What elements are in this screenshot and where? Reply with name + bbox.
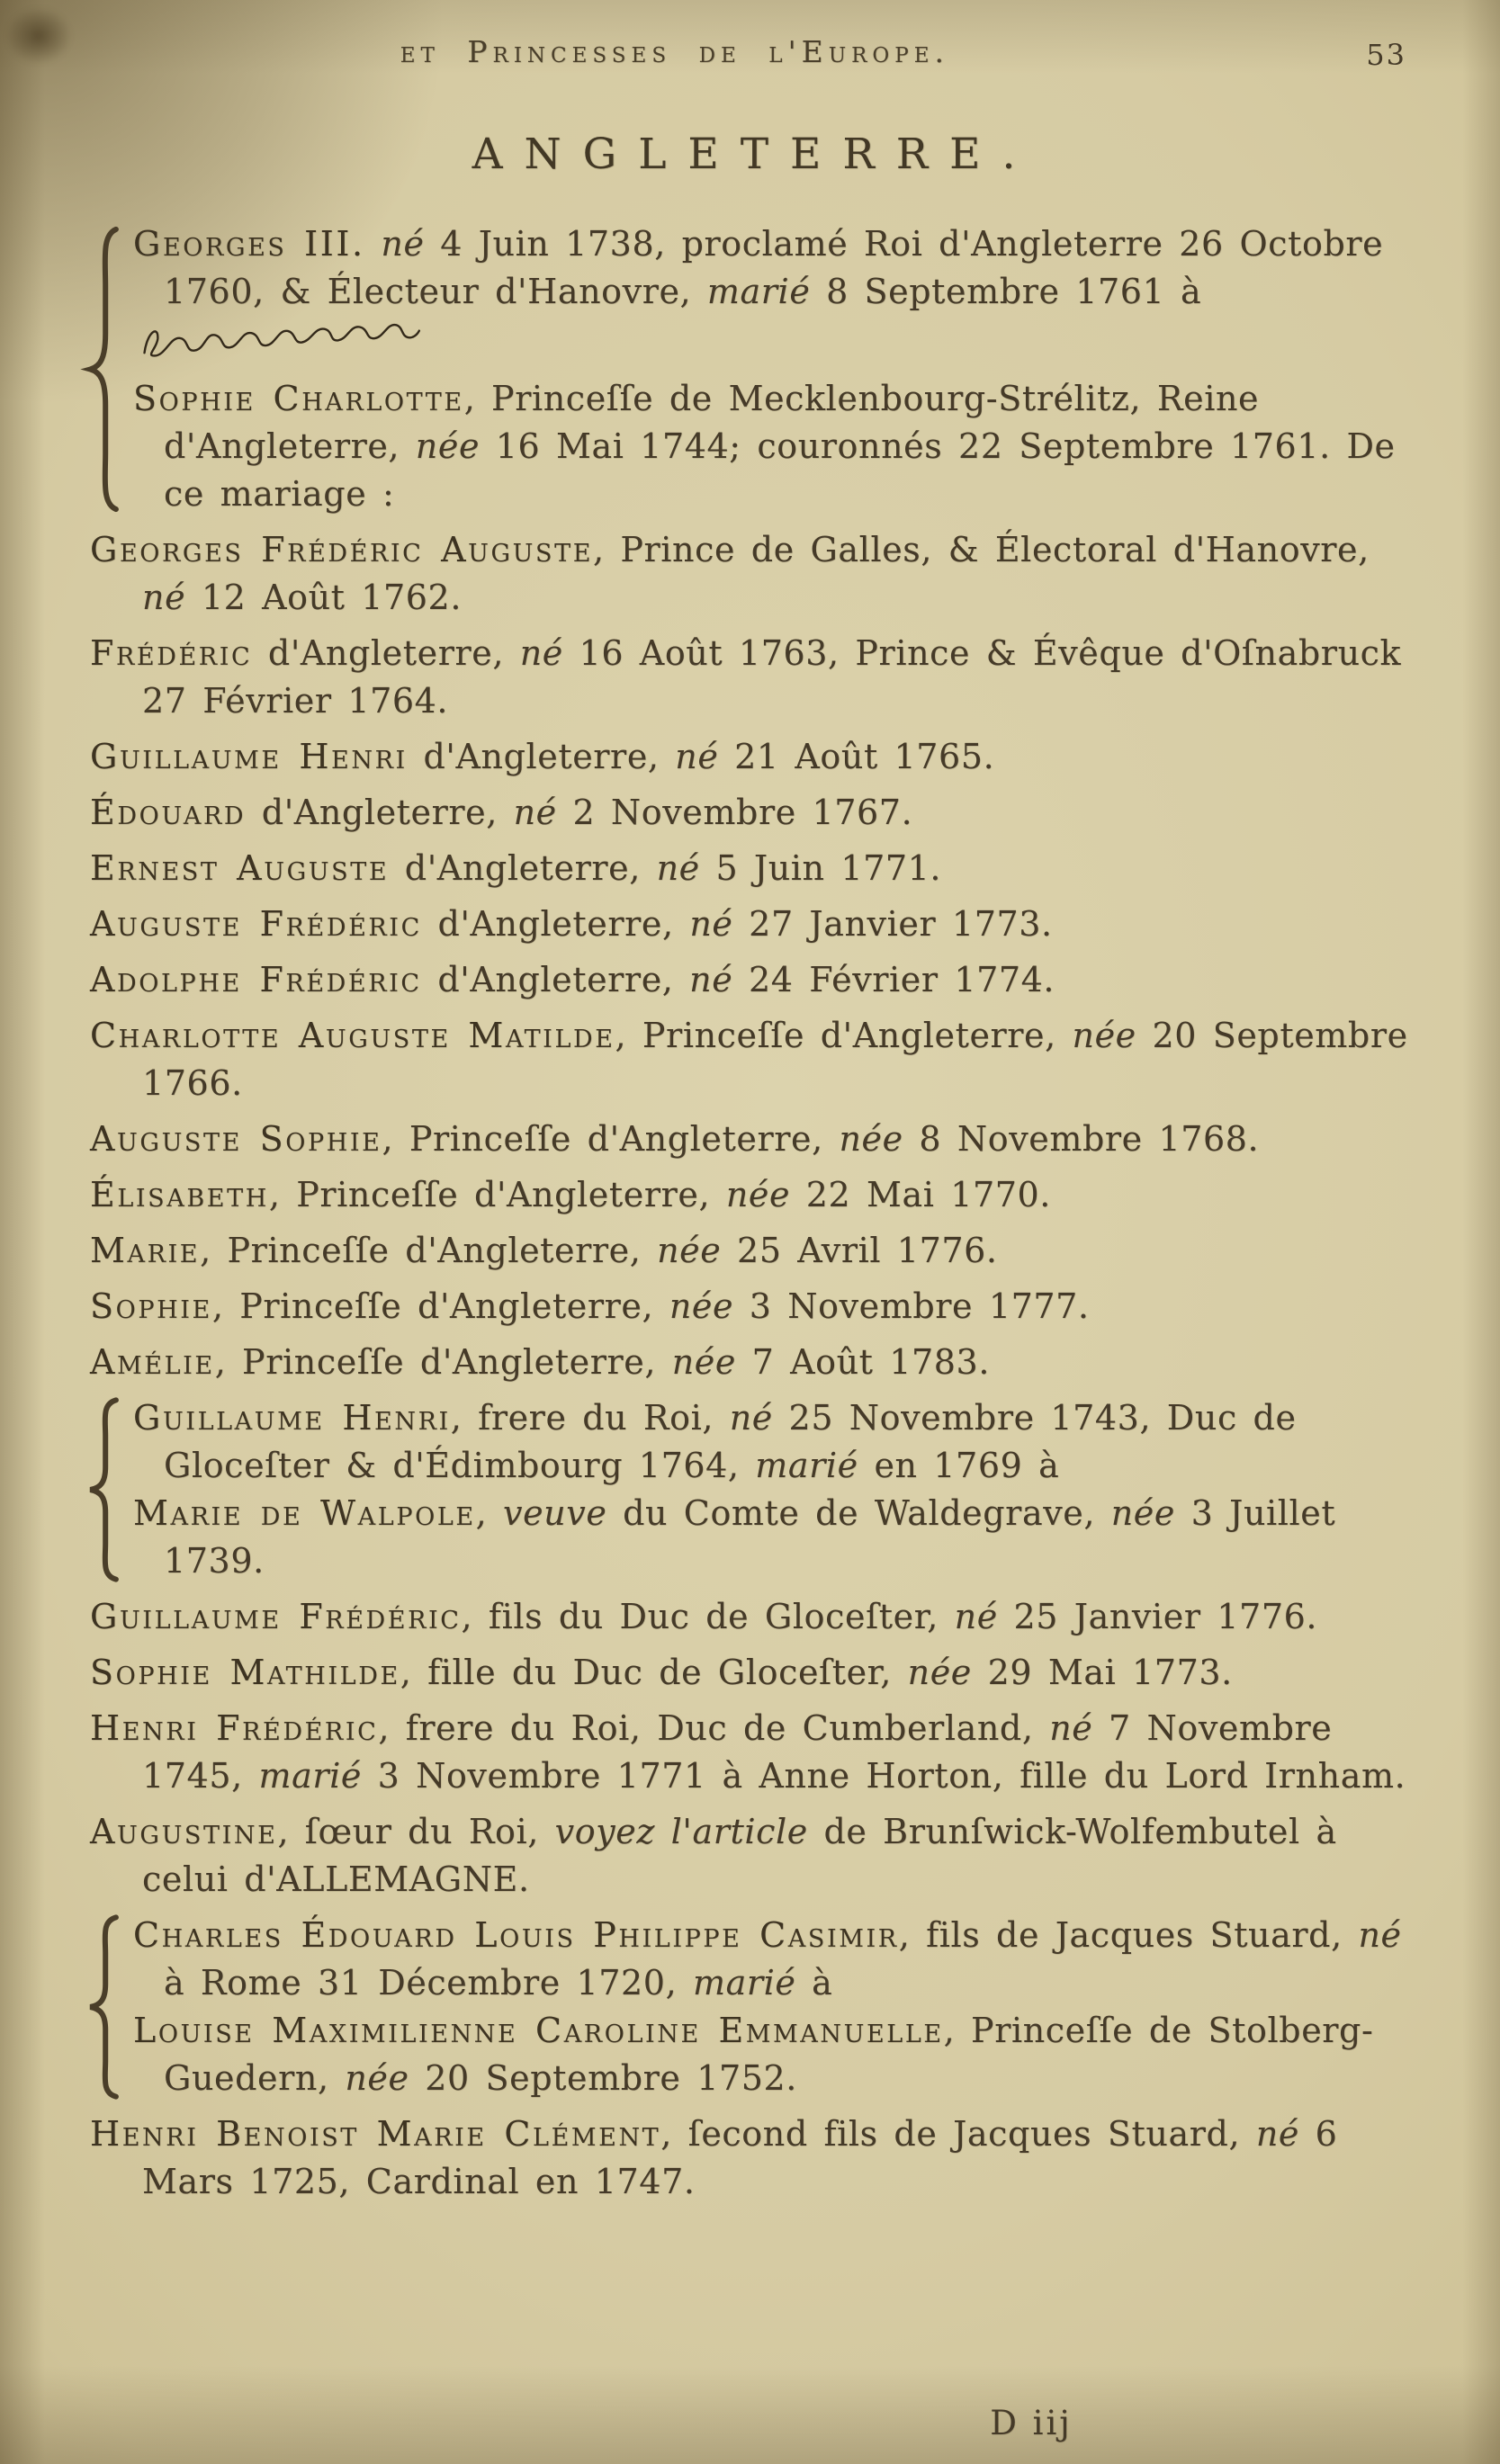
entry-paragraph bbox=[133, 2007, 1419, 2102]
entry-paragraph bbox=[90, 1171, 1419, 1219]
entry-paragraph bbox=[90, 733, 1419, 781]
entry bbox=[90, 630, 1419, 725]
page-header bbox=[90, 34, 1419, 81]
entry bbox=[90, 1339, 1419, 1386]
text-segment: 3 Juillet 1739. bbox=[164, 1493, 1336, 1581]
entry-paragraph bbox=[133, 220, 1419, 375]
entry-paragraph bbox=[133, 1394, 1419, 1490]
text-segment: Guillaume Frédéric bbox=[90, 1597, 462, 1636]
text-segment: née bbox=[725, 1175, 791, 1214]
text-segment: Guillaume Henri bbox=[133, 1398, 451, 1438]
entry-paragraph bbox=[90, 1012, 1419, 1107]
text-segment: Georges Frédéric Auguste bbox=[90, 530, 594, 569]
text-segment: né bbox=[513, 793, 557, 832]
text-segment: Frédéric bbox=[90, 633, 253, 673]
text-segment: Élisabeth bbox=[90, 1175, 269, 1214]
paper-stain bbox=[5, 7, 72, 65]
text-segment: 12 Août 1762. bbox=[185, 578, 463, 617]
text-segment: Auguste Sophie bbox=[90, 1119, 382, 1159]
entry-paragraph bbox=[90, 845, 1419, 892]
entry-paragraph bbox=[90, 900, 1419, 948]
entry bbox=[90, 1283, 1419, 1331]
text-segment: d'Angleterre, bbox=[421, 904, 690, 944]
entry-paragraph bbox=[133, 375, 1419, 518]
text-segment: Henri Frédéric bbox=[90, 1708, 379, 1748]
text-segment: Auguste Frédéric bbox=[90, 904, 422, 944]
signature-mark: D iij bbox=[990, 2404, 1073, 2442]
text-segment: Henri Benoist Marie Clément bbox=[90, 2114, 661, 2154]
text-segment: né bbox=[954, 1597, 998, 1636]
text-segment: 7 Novembre 1745, bbox=[142, 1708, 1333, 1796]
entry-content bbox=[133, 1394, 1419, 1585]
text-segment: Guillaume Henri bbox=[90, 737, 408, 776]
entry-paragraph bbox=[133, 1912, 1419, 2007]
text-segment: Marie bbox=[90, 1231, 201, 1270]
text-segment: 2 Novembre 1767. bbox=[556, 793, 913, 832]
text-segment: 21 Août 1765. bbox=[718, 737, 995, 776]
text-segment: du Comte de Waldegrave, bbox=[606, 1493, 1111, 1533]
text-segment: 25 Novembre 1743, Duc de Gloceſter & d'Édimbourg 1764, bbox=[164, 1398, 1297, 1485]
entry bbox=[90, 789, 1419, 837]
group-brace bbox=[77, 1394, 124, 1585]
entry-paragraph bbox=[90, 1283, 1419, 1331]
entry-paragraph bbox=[90, 1705, 1419, 1800]
text-segment: , frere du Roi, Duc de Cumberland, bbox=[378, 1708, 1050, 1748]
text-segment bbox=[365, 224, 382, 264]
entry bbox=[90, 1593, 1419, 1641]
entry bbox=[90, 733, 1419, 781]
text-segment: , Princeſſe d'Angleterre, bbox=[211, 1286, 669, 1326]
text-segment: né bbox=[381, 224, 425, 264]
text-segment: 3 Novembre 1777. bbox=[733, 1286, 1090, 1326]
entry-paragraph bbox=[133, 1490, 1419, 1585]
text-segment: 29 Mai 1773. bbox=[971, 1653, 1233, 1692]
text-segment: de Brunſwick-Wolfembutel à celui d'ALLEMAGNE. bbox=[142, 1812, 1337, 1899]
text-segment: d'Angleterre, bbox=[246, 793, 514, 832]
text-segment: en 1769 à bbox=[858, 1446, 1060, 1485]
text-segment: né bbox=[142, 578, 186, 617]
text-segment: né bbox=[729, 1398, 773, 1438]
text-segment: , frere du Roi, bbox=[450, 1398, 730, 1438]
text-segment: , Princeſſe d'Angleterre, bbox=[214, 1342, 672, 1382]
section-title: ANGLETERRE. bbox=[472, 130, 1037, 179]
entry-paragraph bbox=[90, 1116, 1419, 1163]
entry bbox=[90, 900, 1419, 948]
text-segment: Sophie Charlotte bbox=[133, 379, 464, 418]
text-segment: 4 Juin 1738, proclamé Roi d'Angleterre 26 Octobre 1760, & Électeur d'Hanovre, bbox=[164, 224, 1384, 311]
text-segment: 7 Août 1783. bbox=[735, 1342, 991, 1382]
text-segment: 16 Mai 1744; couronnés 22 Septembre 1761. De ce mariage : bbox=[164, 426, 1396, 514]
text-segment: né bbox=[1255, 2114, 1299, 2154]
entry bbox=[90, 1171, 1419, 1219]
text-segment: 25 Avril 1776. bbox=[721, 1231, 998, 1270]
entry-paragraph bbox=[90, 1339, 1419, 1386]
text-segment: à Rome 31 Décembre 1720, bbox=[164, 1963, 693, 2003]
text-segment: Charles Édouard Louis Philippe Casimir bbox=[133, 1915, 899, 1955]
text-segment: née bbox=[1072, 1016, 1136, 1055]
entry bbox=[90, 1116, 1419, 1163]
entry bbox=[90, 956, 1419, 1004]
entry bbox=[90, 526, 1419, 622]
text-segment: né bbox=[689, 960, 733, 999]
text-segment: , Princeſſe d'Angleterre, bbox=[200, 1231, 658, 1270]
text-segment: , Princeſſe d'Angleterre, bbox=[268, 1175, 726, 1214]
text-segment: Sophie bbox=[90, 1286, 212, 1326]
text-segment: née bbox=[671, 1342, 736, 1382]
text-segment: né bbox=[1049, 1708, 1093, 1748]
text-segment: Charlotte Auguste Matilde bbox=[90, 1016, 615, 1055]
text-segment: née bbox=[345, 2058, 409, 2098]
entry-content bbox=[133, 1912, 1419, 2102]
entry bbox=[90, 1705, 1419, 1800]
text-segment: né bbox=[1358, 1915, 1402, 1955]
text-segment: , Princeſſe d'Angleterre, bbox=[382, 1119, 840, 1159]
entry bbox=[90, 2110, 1419, 2206]
entry-paragraph bbox=[90, 526, 1419, 622]
text-segment: , Princeſſe d'Angleterre, bbox=[615, 1016, 1073, 1055]
text-segment: Louise Maximilienne Caroline Emmanuelle bbox=[133, 2011, 944, 2050]
text-segment: marié bbox=[692, 1963, 796, 2003]
running-title: et Princesses de l'Europe. bbox=[400, 34, 950, 69]
text-segment: 22 Mai 1770. bbox=[790, 1175, 1051, 1214]
entry bbox=[90, 220, 1419, 518]
text-segment: Adolphe Frédéric bbox=[90, 960, 422, 999]
entry bbox=[90, 1394, 1419, 1585]
text-segment: né bbox=[675, 737, 719, 776]
text-segment: Sophie Mathilde bbox=[90, 1653, 400, 1692]
text-segment: né bbox=[689, 904, 733, 944]
entry-paragraph bbox=[90, 1593, 1419, 1641]
text-segment: Amélie bbox=[90, 1342, 215, 1382]
text-segment: 6 Mars 1725, Cardinal en 1747. bbox=[142, 2114, 1338, 2201]
text-segment: 8 Septembre 1761 à bbox=[810, 272, 1202, 311]
text-segment: 27 Janvier 1773. bbox=[732, 904, 1053, 944]
text-segment: née bbox=[669, 1286, 734, 1326]
text-segment: , fille du Duc de Gloceſter, bbox=[400, 1653, 908, 1692]
text-segment: marié bbox=[706, 272, 811, 311]
brace-icon bbox=[77, 1394, 124, 1585]
entry-paragraph bbox=[90, 630, 1419, 725]
entry bbox=[90, 1649, 1419, 1697]
text-segment: née bbox=[415, 426, 481, 466]
entries bbox=[90, 220, 1419, 2206]
entry-content bbox=[133, 220, 1419, 518]
group-brace bbox=[77, 1912, 124, 2102]
text-segment: , ſœur du Roi, bbox=[277, 1812, 555, 1851]
text-segment: , ſecond fils de Jacques Stuard, bbox=[660, 2114, 1256, 2154]
text-segment: , Princeſſe de Stolberg-Guedern, bbox=[164, 2011, 1374, 2098]
group-brace bbox=[77, 220, 124, 518]
text-segment: , bbox=[475, 1493, 504, 1533]
text-segment: 5 Juin 1771. bbox=[699, 848, 942, 888]
text-segment: Augustine bbox=[90, 1812, 278, 1851]
text-segment: marié bbox=[258, 1756, 362, 1796]
entry bbox=[90, 1808, 1419, 1904]
text-segment: 16 Août 1763, Prince & Évêque d'Oſnabruck 27 Février 1764. bbox=[142, 633, 1402, 721]
text-segment: marié bbox=[755, 1446, 858, 1485]
brace-icon bbox=[77, 1912, 124, 2102]
text-segment: né bbox=[656, 848, 700, 888]
text-segment: née bbox=[907, 1653, 972, 1692]
entry bbox=[90, 845, 1419, 892]
text-segment: veuve bbox=[503, 1493, 607, 1533]
text-segment: 20 Septembre 1766. bbox=[142, 1016, 1408, 1103]
text-segment: , Princeſſe de Mecklenbourg-Strélitz, Reine d'Angleterre, bbox=[164, 379, 1260, 466]
text-segment: à bbox=[795, 1963, 833, 2003]
entry-paragraph bbox=[90, 2110, 1419, 2206]
text-segment: Marie de Walpole bbox=[133, 1493, 476, 1533]
entry-paragraph bbox=[90, 1649, 1419, 1697]
entry bbox=[90, 1227, 1419, 1275]
text-segment: voyez l'article bbox=[554, 1812, 808, 1851]
text-segment: 25 Janvier 1776. bbox=[997, 1597, 1318, 1636]
text-segment: née bbox=[1110, 1493, 1175, 1533]
text-segment: Ernest Auguste bbox=[90, 848, 390, 888]
entry-paragraph bbox=[90, 956, 1419, 1004]
entry-paragraph bbox=[90, 789, 1419, 837]
text-segment: 3 Novembre 1771 à Anne Horton, fille du Lord Irnham. bbox=[361, 1756, 1406, 1796]
text-segment: d'Angleterre, bbox=[407, 737, 676, 776]
text-segment: né bbox=[519, 633, 563, 673]
text-segment: 8 Novembre 1768. bbox=[903, 1119, 1260, 1159]
entry-paragraph bbox=[90, 1227, 1419, 1275]
text-segment: 20 Septembre 1752. bbox=[409, 2058, 797, 2098]
brace-icon bbox=[77, 220, 124, 518]
entry bbox=[90, 1012, 1419, 1107]
text-segment: , fils du Duc de Gloceſter, bbox=[461, 1597, 955, 1636]
text-segment: 24 Février 1774. bbox=[732, 960, 1055, 999]
handwritten-annotation bbox=[168, 312, 436, 379]
text-segment: Georges III. bbox=[133, 224, 365, 264]
entry bbox=[90, 1912, 1419, 2102]
text-segment: d'Angleterre, bbox=[389, 848, 657, 888]
entry-paragraph bbox=[90, 1808, 1419, 1904]
text-segment: née bbox=[657, 1231, 722, 1270]
text-segment: , Prince de Galles, & Électoral d'Hanovre, bbox=[593, 530, 1370, 569]
text-segment: d'Angleterre, bbox=[421, 960, 690, 999]
text-segment: , fils de Jacques Stuard, bbox=[898, 1915, 1359, 1955]
page-number: 53 bbox=[1366, 38, 1406, 72]
text-segment: Édouard bbox=[90, 793, 247, 832]
text-segment: d'Angleterre, bbox=[252, 633, 520, 673]
text-segment: née bbox=[839, 1119, 903, 1159]
